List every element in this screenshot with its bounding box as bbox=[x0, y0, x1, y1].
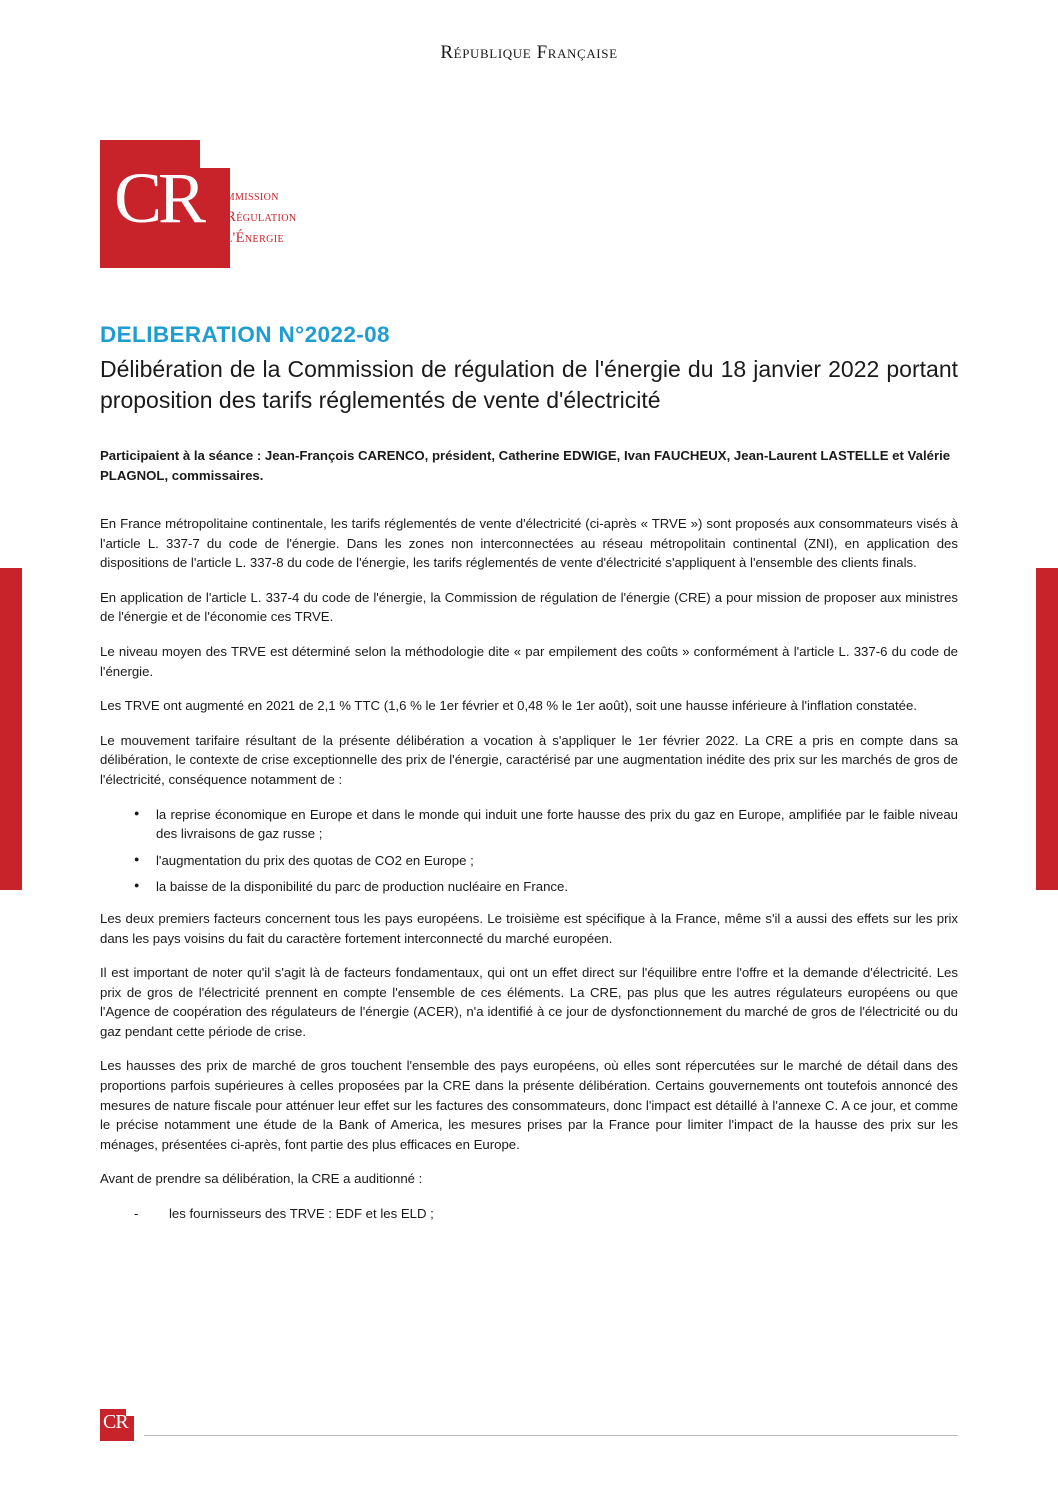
logo-wordmark-line-3: de l'Énergie bbox=[208, 230, 284, 246]
cre-logo bbox=[100, 140, 338, 268]
deliberation-number: DELIBERATION N°2022-08 bbox=[100, 322, 390, 347]
right-accent-bar bbox=[1036, 568, 1058, 890]
page-footer bbox=[100, 1409, 958, 1449]
paragraph-trve-2021: Les TRVE ont augmenté en 2021 de 2,1 % TTC (1,6 % le 1er février et 0,48 % le 1er août), soit une hausse inférieure à l'inflation constatée. bbox=[100, 698, 917, 714]
paragraph-intro-2: En application de l'article L. 337-4 du code de l'énergie, la Commission de régulation de l'énergie (CRE) a pour mission de proposer aux ministres de l'énergie et de l'économie ces TRVE. bbox=[100, 589, 958, 625]
logo-monogram: CR bbox=[114, 158, 203, 238]
causes-list bbox=[100, 805, 958, 897]
logo-notch bbox=[200, 140, 230, 168]
list-item: ● la reprise économique en Europe et dans le monde qui induit une forte hausse des prix du gaz en Europe, amplifiée par le faible niveau des livraisons de gaz russe ; bbox=[134, 805, 958, 844]
footer-logo-icon bbox=[100, 1409, 134, 1441]
list-item: - les fournisseurs des TRVE : EDF et les ELD ; bbox=[134, 1204, 958, 1224]
auditions-list bbox=[100, 1204, 958, 1224]
paragraph-intro-3: Le niveau moyen des TRVE est déterminé selon la méthodologie dite « par empilement des coûts » conformément à l'article L. 337-6 du code de l'énergie. bbox=[100, 643, 958, 679]
document-title: Délibération de la Commission de régulation de l'énergie du 18 janvier 2022 portant proposition des tarifs réglementés de vente d'électricité bbox=[100, 356, 958, 413]
list-item: ● la baisse de la disponibilité du parc de production nucléaire en France. bbox=[134, 877, 958, 897]
republic-header: République Française bbox=[440, 42, 618, 63]
paragraph-auditions: Avant de prendre sa délibération, la CRE a auditionné : bbox=[100, 1171, 423, 1187]
document-content bbox=[100, 322, 958, 1234]
paragraph-hausses-marche: Les hausses des prix de marché de gros touchent l'ensemble des pays européens, où elles sont répercutées sur le marché de détail dans des proportions parfois supérieures à celles proposées par la CRE dans la présente délibération. Certains gouvernements ont toutefois annoncé des mesures de nature fiscale pour atténuer leur effet sur les factures des consommateurs, donc l'impact est détaillé à l'annexe C. A ce jour, et comme le précise notamment une étude de la Bank of America, les mesures prises par la France pour limiter l'impact de la hausse des prix sur les ménages, présentées ci-après, font partie des plus efficaces en Europe. bbox=[100, 1058, 958, 1152]
logo-wordmark bbox=[208, 186, 296, 249]
participants-line: Participaient à la séance : Jean-François CARENCO, président, Catherine EDWIGE, Ivan FAUCHEUX, Jean-Laurent LASTELLE et Valérie PLAGNOL, commissaires. bbox=[100, 448, 951, 483]
logo-wordmark-line-1: Commission bbox=[208, 188, 279, 204]
paragraph-intro-1: En France métropolitaine continentale, les tarifs réglementés de vente d'électricité (ci-après « TRVE ») sont proposés aux consommateurs visés à l'article L. 337-7 du code de l'énergie. Dans les zones non interconnectées au réseau métropolitain continental (ZNI), en application des dispositions de l'article L. 337-8 du code de l'énergie, les tarifs réglementés de vente d'électricité s'appliquent à l'ensemble des clients finals. bbox=[100, 516, 958, 571]
footer-logo-monogram: CR bbox=[103, 1411, 128, 1433]
paragraph-mouvement-tarifaire: Le mouvement tarifaire résultant de la présente délibération a vocation à s'appliquer le 1er février 2022. La CRE a pris en compte dans sa délibération, le contexte de crise exceptionnelle des prix de l'énergie, caractérisé par une augmentation inédite des prix sur les marchés de gros de l'électricité, conséquence notamment de : bbox=[100, 732, 958, 787]
left-accent-bar bbox=[0, 568, 22, 890]
paragraph-facteurs: Les deux premiers facteurs concernent tous les pays européens. Le troisième est spécifique à la France, même s'il a aussi des effets sur les prix dans les pays voisins du fait du caractère fortement interconnecté du marché européen. bbox=[100, 910, 958, 946]
footer-divider bbox=[144, 1435, 958, 1436]
list-item: ● l'augmentation du prix des quotas de CO2 en Europe ; bbox=[134, 851, 958, 871]
paragraph-fondamentaux: Il est important de noter qu'il s'agit là de facteurs fondamentaux, qui ont un effet direct sur l'équilibre entre l'offre et la demande d'électricité. Les prix de gros de l'électricité prennent en compte l'ensemble de ces éléments. La CRE, pas plus que les autres régulateurs européens ou que l'Agence de coopération des régulateurs de l'énergie (ACER), n'a identifié à ce jour de dysfonctionnement du marché de gros de l'électricité ou du gaz pendant cette période de crise. bbox=[100, 965, 958, 1039]
logo-wordmark-line-2: de Régulation bbox=[208, 209, 297, 225]
